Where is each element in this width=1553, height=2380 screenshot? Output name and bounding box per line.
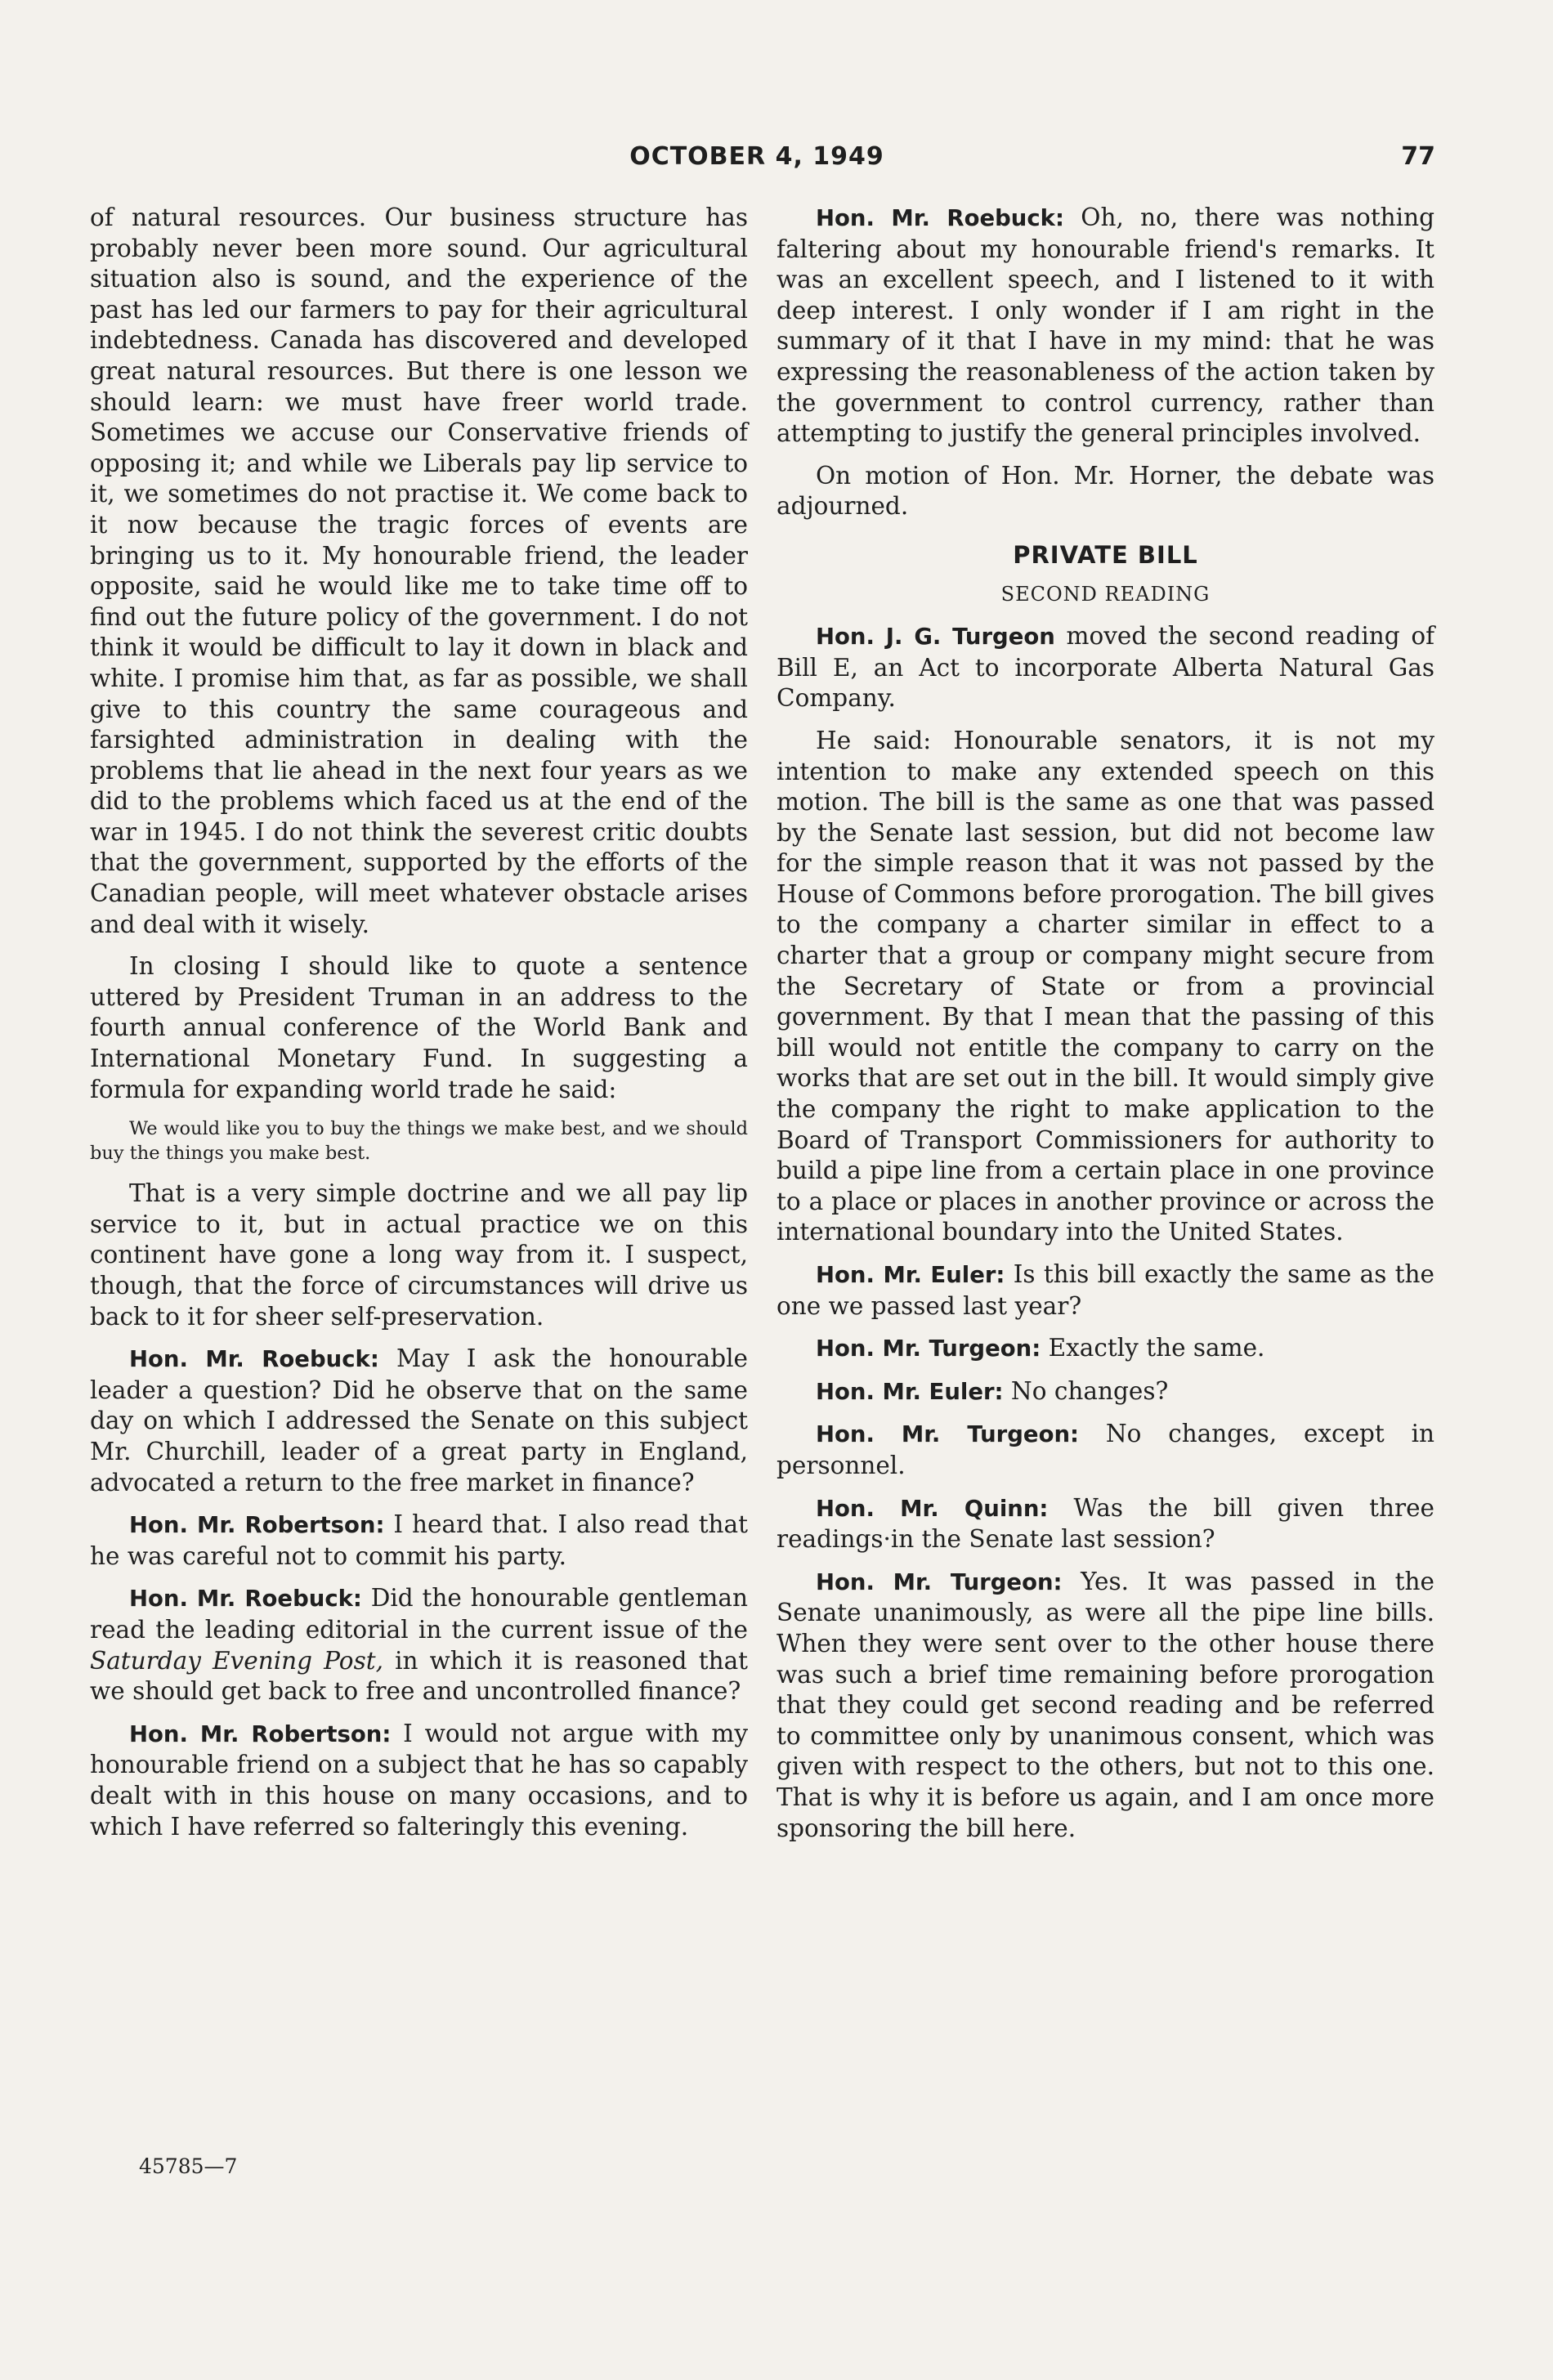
section-subheading: SECOND READING [1000,582,1211,606]
speech-text: Did the honourable gentleman read the leading editorial in the current issue of the [90,1584,748,1644]
speech [776,1567,1434,1844]
speaker-name: Hon. Mr. Turgeon: [816,1335,1041,1362]
publication-title: Saturday Evening Post, [90,1646,383,1675]
left-column [90,203,748,1854]
speech [90,1719,748,1842]
speaker-name: Hon. Mr. Euler: [816,1262,1005,1288]
speech-text: May I ask the honourable leader a question? Did he observe that on the same day on which I addressed the Senate on this subject Mr. Churchill, leader of a great party in England, advocated a return to the free market in finance? [90,1344,749,1496]
paragraph: He said: Honourable senators, it is not my intention to make any extended speech on this motion. The bill is the same as one that was passed by the Senate last session, but did not become law for the simple reason that it was not passed by the House of Commons before prorogation. The bill gives to the company a charter similar in effect to a charter that a group or company might secure from the Secretary of State or from a provincial government. By that I mean that the passing of this bill would not entitle the company to carry on the works that are set out in the bill. It would simply give the company the right to make application to the Board of Transport Commissioners for authority to build a pipe line from a certain place in one province to a place or places in another province or across the international boundary into the United States. [776,726,1434,1246]
speech-text: in which it is reasoned that we should get back to free and uncontrolled finance? [90,1646,749,1706]
paragraph: In closing I should like to quote a sentence uttered by President Truman in an address to the fourth annual conference of the World Bank and International Monetary Fund. In suggesting a formula for expanding world trade he said: [90,952,748,1103]
page-header [78,137,1435,186]
speech-text: No changes? [1003,1376,1169,1405]
speech [90,1344,748,1498]
speech [776,1376,1434,1408]
speech-text: No changes, except in personnel. [776,1420,1434,1479]
speech-text: Is this bill exactly the same as the one we passed last year? [776,1260,1434,1320]
paragraph: On motion of Hon. Mr. Horner, the debate was adjourned. [776,461,1434,521]
page-number: 77 [1401,142,1435,171]
speech-text: moved the second reading of Bill E, an Act to incorporate Alberta Natural Gas Company. [776,622,1434,713]
speech [90,1510,748,1572]
speaker-name: Hon. Mr. Roebuck: [129,1586,362,1613]
speech-text: Oh, no, there was nothing faltering about my honourable friend's remarks. It was an excellent speech, and I listened to it with deep interest. I only wonder if I am right in the summary of it that I have in my mind: that he was expressing the reasonableness of the action taken by the government to control currency, rather than attempting to justify the general principles involved. [776,204,1434,448]
speaker-name: Hon. Mr. Roebuck: [129,1346,379,1373]
speech [776,621,1434,714]
speaker-name: Hon. Mr. Robertson: [129,1512,385,1539]
speech-text: Was the bill given three readings·in the Senate last session? [776,1493,1434,1554]
speech [776,203,1434,450]
right-column [776,203,1434,1855]
speaker-name: Hon. Mr. Roebuck: [816,205,1064,231]
speaker-name: Hon. Mr. Turgeon: [816,1568,1063,1595]
speech [90,1583,748,1707]
speech-text: Yes. It was passed in the Senate unanimously, as were all the pipe line bills. When they were sent over to the other house there was such a brief time remaining before prorogation that they could get second reading and be referred to committee only by unanimous consent, which was given with respect to the others, but not to this one. That is why it is before us again, and I am once more sponsoring the bill here. [776,1567,1434,1842]
section-heading: PRIVATE BILL [1013,540,1198,569]
speech-text: I heard that. I also read that he was careful not to commit his party. [90,1510,749,1570]
speaker-name: Hon. Mr. Turgeon: [816,1421,1080,1448]
speech-text: I would not argue with my honourable friend on a subject that he has so capably dealt with in this house on many occasions, and to which I have referred so falteringly this evening. [90,1719,748,1841]
header-date: OCTOBER 4, 1949 [629,142,884,171]
speech [776,1493,1434,1555]
speech [776,1419,1434,1481]
speech [776,1259,1434,1322]
block-quote: We would like you to buy the things we make best, and we should buy the things you make best. [90,1118,748,1165]
print-code: 45785—7 [139,2154,238,2178]
paragraph: That is a very simple doctrine and we all pay lip service to it, but in actual practice we on this continent have gone a long way from it. I suspect, though, that the force of circumstances will drive us back to it for sheer self-preservation. [90,1179,748,1331]
speaker-name: Hon. Mr. Robertson: [129,1720,392,1747]
speaker-name: Hon. J. G. Turgeon [816,624,1055,651]
speaker-name: Hon. Mr. Quinn: [816,1495,1049,1522]
paragraph: of natural resources. Our business structure has probably never been more sound. Our agricultural situation also is sound, and the experience of the past has led our farmers to pay for their agricultural indebtedness. Canada has discovered and developed great natural resources. But there is one lesson we should learn: we must have freer world trade. Sometimes we accuse our Conservative friends of opposing it; and while we Liberals pay lip service to it, we sometimes do not practise it. We come back to it now because the tragic forces of events are bringing us to it. My honourable friend, the leader opposite, said he would like me to take time off to find out the future policy of the government. I do not think it would be difficult to lay it down in black and white. I promise him that, as far as possible, we shall give to this country the same courageous and farsighted administration in dealing with the problems that lie ahead in the next four years as we did to the problems which faced us at the end of the war in 1945. I do not think the severest critic doubts that the government, supported by the efforts of the Canadian people, will meet whatever obstacle arises and deal with it wisely. [90,204,748,938]
speech [776,1333,1434,1365]
speaker-name: Hon. Mr. Euler: [816,1378,1004,1405]
speech-text: Exactly the same. [1041,1334,1265,1362]
